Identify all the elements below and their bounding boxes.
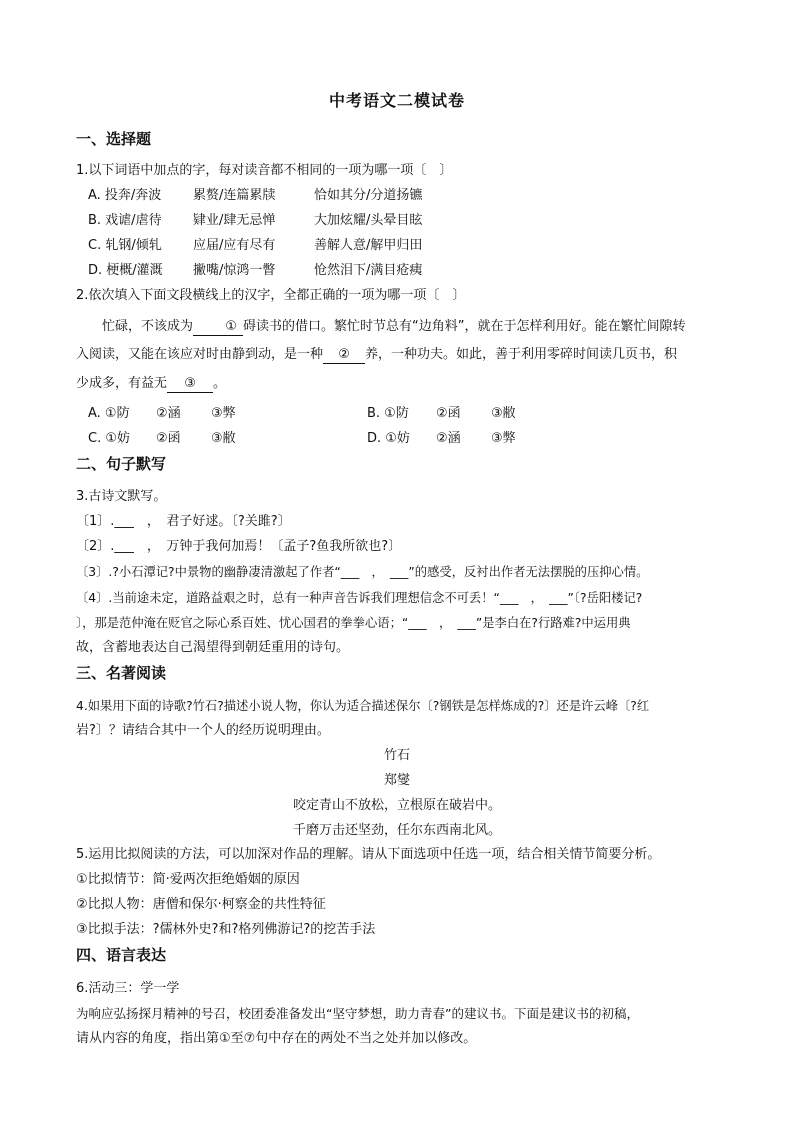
poem-line-1: 咬定青山不放松，立根原在破岩中。 [292, 798, 501, 813]
q5-option-2: ②比拟人物：唐僧和保尔·柯察金的共性特征 [76, 897, 326, 912]
q3-line-2: 〔2〕.___ ， 万钟于我何加焉！〔孟子?鱼我所欲也?〕 [76, 539, 402, 554]
blank-1: ① [193, 319, 243, 336]
q3-stem: 3.古诗文默写。 [76, 489, 167, 504]
q3-line-3: 〔3〕.?小石潭记?中景物的幽静凄清激起了作者“___ ， ___”的感受，反衬出作者无法摆脱的压抑心情。 [76, 565, 649, 579]
q2-passage-line3: 少成多，有益无 ③ 。 [76, 376, 227, 391]
q4-stem-line-1: 4.如果用下面的诗歌?竹石?描述小说人物，你认为适合描述保尔〔?钢铁是怎样炼成的?〕还是许云峰〔?红 [76, 699, 650, 713]
section-heading-expression: 四、语言表达 [76, 946, 167, 964]
page-title: 中考语文二模试卷 [328, 91, 465, 110]
q2-passage-line: 忙碌，不该成为 ① 碍读书的借口。繁忙时节总有“边角料”，就在于怎样利用好。能在繁忙间隙转 [102, 319, 686, 334]
exam-page: 中考语文二模试卷 一、选择题 1.以下词语中加点的字，每对读音都不相同的一项为哪一项〔 〕 A. 投奔/奔波 累赘/连篇累牍 恰如其分/分道扬镳 B. 戏谑/虐待 肄业/肆无忌惮 大加炫耀/头晕目眩 C. 轧钢/倾轧 应届/应有尽有 善解人意/解甲归田 D. 梗概/灌溉 撇嘴/惊鸿一瞥 怆然泪下/满目疮痍 2.依次填入下面文段横线上的汉字，全都正确的一项为哪一项〔 〕 忙碌，不该成为 ① 碍读书的借口。繁忙时节总有“边角料”，就在于怎样利用好。能在繁忙间隙转 入阅读，又能在该应对时由静到动，是一种 ② 养，一种功夫。如此，善于利用零碎时间读几页书，积 少成多，有益无 ③ 。 A. ①防 ②涵 ③弊 B. ①防 ②函 ③敝 C. ①妨 ②函 ③敝 D. ①妨 ②涵 ③弊 二、句子默写 3.古诗文默写。 〔1〕.___ ， 君子好逑。〔?关雎?〕 〔2〕.___ ， 万钟于我何加焉！〔孟子?鱼我所欲也?〕 〔3〕.?小石潭记?中景物的幽静凄清激起了作者“___ ， ___”的感受，反衬出作者无法摆脱的压抑心情。 〔4〕.当前途未定，道路益艰之时，总有一种声音告诉我们理想信念不可丢！“___ ， ___”〔?岳阳楼记? 〕，那是范仲淹在贬官之际心系百姓、忧心国君的拳拳心语；“___ ， ___”是李白在?行路难?中运用典 故，含蓄地表达自己渴望得到朝廷重用的诗句。 三、名著阅读 4.如果用下面的诗歌?竹石?描述小说人物，你认为适合描述保尔〔?钢铁是怎样炼成的?〕还是许云峰〔?红 岩?〕？请结合其中一个人的经历说明理由。 竹石 郑燮 咬定青山不放松，立根原在破岩中。 千磨万击还坚劲，任尔东西南北风。 5.运用比拟阅读的方法，可以加深对作品的理解。请从下面选项中任选一项，结合相关情节简要分析。 ①比拟情节：简·爱两次拒绝婚姻的原因 ②比拟人物：唐僧和保尔·柯察金的共性特征 ③比拟手法：?儒林外史?和?格列佛游记?的挖苦手法 四、语言表达 6.活动三：学一学 为响应弘扬探月精神的号召，校团委准备发出“坚守梦想，助力青春”的建议书。下面是建议书的初稿， 请从内容的角度，指出第①至⑦句中存在的两处不当之处并加以修改。 [0, 0, 794, 1123]
poem-title: 竹石 [383, 748, 410, 763]
blank-2: ② [323, 347, 365, 364]
section-heading-classics: 三、名著阅读 [76, 664, 167, 682]
q3-line-5: 〕，那是范仲淹在贬官之际心系百姓、忧心国君的拳拳心语；“___ ， ___”是李白在?行路难?中运用典 [76, 616, 631, 630]
q3-line-4: 〔4〕.当前途未定，道路益艰之时，总有一种声音告诉我们理想信念不可丢！“___ ， ___”〔?岳阳楼记? [76, 591, 643, 605]
q6-line-1: 为响应弘扬探月精神的号召，校团委准备发出“坚守梦想，助力青春”的建议书。下面是建议书的初稿， [76, 1006, 639, 1021]
q3-line-6: 故，含蓄地表达自己渴望得到朝廷重用的诗句。 [76, 640, 350, 655]
q5-option-3: ③比拟手法：?儒林外史?和?格列佛游记?的挖苦手法 [76, 922, 376, 937]
q2-passage [76, 314, 721, 339]
q2-stem: 2.依次填入下面文段横线上的汉字，全都正确的一项为哪一项〔 〕 [76, 288, 466, 303]
poem-author: 郑燮 [383, 773, 410, 788]
q4-stem-line-2: 岩?〕？请结合其中一个人的经历说明理由。 [76, 723, 330, 738]
poem-line-2: 千磨万击还坚劲，任尔东西南北风。 [292, 823, 501, 838]
q6-stem: 6.活动三：学一学 [76, 981, 180, 996]
q5-stem: 5.运用比拟阅读的方法，可以加深对作品的理解。请从下面选项中任选一项，结合相关情节简要分析。 [76, 847, 661, 862]
section-heading-dictation: 二、句子默写 [76, 455, 167, 473]
q5-option-1: ①比拟情节：简·爱两次拒绝婚姻的原因 [76, 872, 300, 887]
blank-3: ③ [167, 376, 213, 393]
section-heading-choice: 一、选择题 [76, 130, 152, 148]
q3-line-1: 〔1〕.___ ， 君子好逑。〔?关雎?〕 [76, 514, 291, 529]
q2-passage-line2: 入阅读，又能在该应对时由静到动，是一种 ② 养，一种功夫。如此，善于利用零碎时间读几页书，积 [76, 347, 678, 362]
q1-stem: 1.以下词语中加点的字，每对读音都不相同的一项为哪一项〔 〕 [76, 163, 453, 178]
q6-line-2: 请从内容的角度，指出第①至⑦句中存在的两处不当之处并加以修改。 [76, 1031, 477, 1046]
